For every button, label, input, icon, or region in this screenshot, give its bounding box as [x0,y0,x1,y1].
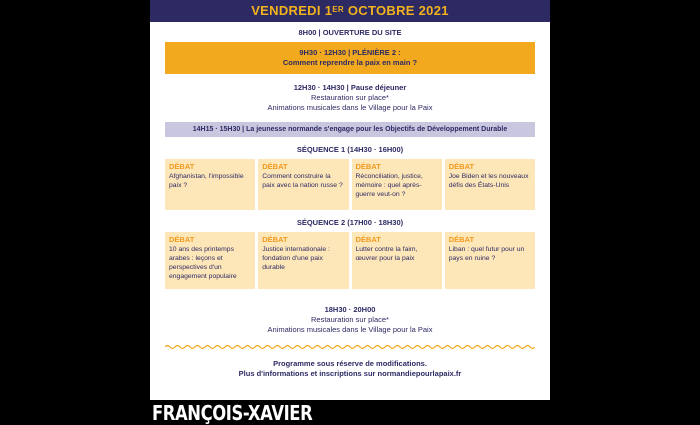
seq1-card-4-text: Joe Biden et les nouveaux défis des États-Unis [448,173,529,189]
seq2-title: SÉQUENCE 2 (17H00 · 18H30) [296,218,404,227]
seq1-card-1 [165,159,255,210]
seq1-card-3-tag: DÉBAT [355,162,381,171]
seq1-grid [165,159,535,210]
seq2-card-2-text: Justice internationale : fondation d'une paix durable [262,246,330,271]
lunch-time: 12H30 · 14H30 | Pause déjeuner [293,83,407,92]
name-banner [0,400,700,425]
seq1-card-2 [258,159,348,210]
seq2-card-3-text: Lutter contre la faim, œuvrer pour la paix [355,246,418,262]
seq2-card-4 [445,232,535,289]
footer-line2: Plus d'informations et inscriptions sur normandiepourlapaix.fr [238,369,462,378]
seq1-card-3-text: Réconciliation, justice, mémoire : quel après-guerre veut-on ? [355,173,423,198]
seq1-card-4 [445,159,535,210]
seq1-title: SÉQUENCE 1 (14H30 · 16H00) [296,145,404,154]
header-date-sup: ER [332,5,344,14]
seq1-card-1-text: Afghanistan, l'impossible paix ? [169,173,244,189]
opening-line: 8H00 | OUVERTURE DU SITE [298,28,402,37]
footer-block [150,359,550,379]
lunch-line1: Restauration sur place* [311,93,389,102]
lunch-block [150,83,550,113]
lunch-line2: Animations musicales dans le Village pour la Paix [267,103,433,112]
plenary-subtitle: Comment reprendre la paix en main ? [282,58,418,67]
seq1-card-4-tag: DÉBAT [448,162,475,171]
plenary-box [165,42,535,74]
wave-divider [165,343,535,351]
seq1-card-2-tag: DÉBAT [262,162,288,171]
seq2-card-2-tag: DÉBAT [262,235,288,244]
seq2-card-1-text: 10 ans des printemps arabes : leçons et perspectives d'un engagement populaire [169,246,237,280]
seq2-card-4-tag: DÉBAT [448,235,475,244]
program-page [150,0,550,400]
seq1-card-3 [352,159,442,210]
plenary-title: 9H30 · 12H30 | PLÉNIÈRE 2 : [299,48,401,57]
seq2-card-1 [165,232,255,289]
evening-line2: Animations musicales dans le Village pour la Paix [267,325,433,334]
seq1-card-2-text: Comment construire la paix avec la nation russe ? [262,173,343,189]
seq1-card-1-tag: DÉBAT [169,162,195,171]
youth-text: 14H15 · 15H30 | La jeunesse normande s'engage pour les Objectifs de Développement Durable [192,125,508,133]
header-date-rest: OCTOBRE 2021 [347,3,449,18]
header-date-num: 1 [324,3,333,18]
youth-box [165,122,535,137]
header-day: VENDREDI [251,3,321,18]
day-header [150,0,550,22]
seq2-card-1-tag: DÉBAT [169,235,195,244]
seq2-card-2 [258,232,348,289]
evening-time: 18H30 · 20H00 [324,305,376,314]
footer-line1: Programme sous réserve de modifications. [273,359,427,368]
banner-name: FRANÇOIS-XAVIER [152,401,313,425]
seq2-card-4-text: Liban : quel futur pour un pays en ruine ? [448,246,525,262]
seq2-card-3-tag: DÉBAT [355,235,381,244]
seq2-grid [165,232,535,289]
seq2-card-3 [352,232,442,289]
evening-block [150,305,550,335]
evening-line1: Restauration sur place* [311,315,389,324]
